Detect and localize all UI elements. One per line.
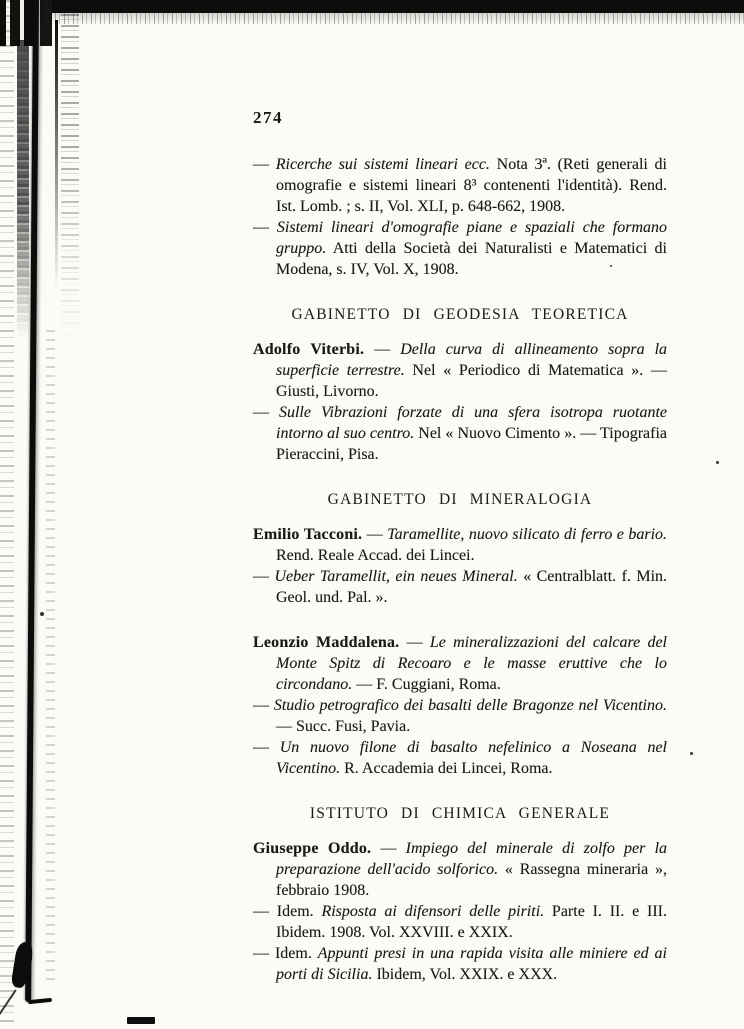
bibliography-entry	[253, 566, 667, 608]
entry-text: —	[253, 404, 279, 421]
scan-top-black-bar	[46, 0, 744, 13]
scan-left-edge-speckle	[0, 0, 14, 1024]
entry-text: —	[371, 840, 406, 857]
bibliography-section	[253, 803, 667, 985]
entry-text: —	[253, 739, 280, 756]
entry-text: R. Accademia dei Lincei, Roma.	[340, 760, 553, 777]
bibliography-section	[253, 489, 667, 779]
entry-text: Nel « Nuovo Cimento ». — Tipografia Pieraccini, Pisa.	[276, 425, 667, 463]
work-title: Appunti presi in una rapida visita alle miniere ed ai porti di Sicilia.	[276, 945, 668, 983]
work-title: Studio petrografico dei basalti delle Bragonze nel Vicentino.	[273, 697, 667, 714]
scan-left-speckle-band	[61, 14, 79, 344]
work-title: Impiego del minerale di zolfo per la preparazione dell'acido solforico.	[276, 840, 668, 878]
scan-bottom-dash-mark	[28, 998, 52, 1004]
entry-text: — Idem.	[253, 945, 318, 962]
bibliography-entry	[253, 154, 667, 217]
author-group	[253, 524, 667, 608]
entry-text: — F. Cuggiani, Roma.	[352, 676, 501, 693]
work-title: Ueber Taramellit, ein neues Mineral.	[274, 568, 518, 585]
entry-text: —	[253, 568, 275, 585]
entry-text: —	[253, 219, 277, 236]
author-name: Emilio Tacconi.	[253, 526, 363, 543]
work-title: Ricerche sui sistemi lineari ecc.	[275, 156, 490, 173]
work-title: Della curva di allineamento sopra la superficie terrestre.	[276, 341, 668, 379]
work-title: Sulle Vibrazioni forzate di una sfera isotropa ruotante intorno al suo centro.	[276, 404, 668, 442]
section-heading: GABINETTO DI MINERALOGIA	[327, 491, 593, 508]
scan-binding-line	[25, 0, 39, 1002]
author-name: Leonzio Maddalena.	[253, 634, 400, 651]
work-title: Risposta ai difensori delle piriti.	[321, 903, 545, 920]
author-group	[253, 632, 667, 779]
section-heading: GABINETTO DI GEODESIA TEORETICA	[291, 306, 629, 323]
author-group	[253, 154, 667, 280]
author-name: Adolfo Viterbi.	[253, 341, 365, 358]
bibliography-entry	[253, 402, 667, 465]
bibliography-entry	[253, 339, 667, 402]
entry-text: —	[364, 341, 401, 358]
bibliography-entry	[253, 217, 667, 280]
bibliography-section	[253, 304, 667, 465]
entry-text: « Centralblatt. f. Min. Geol. und. Pal. ».	[276, 568, 668, 606]
scan-ink-blob	[11, 941, 35, 989]
author-group	[253, 838, 667, 985]
scan-top-noise-band	[46, 13, 744, 24]
entry-text: —	[399, 634, 430, 651]
entry-text: « Rassegna mineraria », febbraio 1908.	[276, 861, 667, 899]
work-title: Sistemi lineari d'omografie piane e spaziali che formano gruppo.	[276, 219, 668, 257]
scan-left-streak	[17, 40, 29, 340]
bibliography-entry	[253, 632, 667, 695]
author-group	[253, 339, 667, 465]
scan-corner-smudge	[0, 0, 52, 46]
scan-bottom-diagonal-mark	[0, 989, 17, 1028]
entry-text: — Idem.	[253, 903, 322, 920]
entry-text: Nota 3ª. (Reti generali di omografie e sistemi lineari 8³ contenenti l'identità). Rend. Ist. Lomb. ; s. II, Vol. XLI, p. 648-662, 1908.	[276, 156, 668, 215]
bibliography-entry	[253, 695, 667, 737]
bibliography	[253, 154, 667, 985]
entry-text: Ibidem, Vol. XXIX. e XXX.	[372, 966, 558, 983]
entry-text: —	[362, 526, 388, 543]
entry-text: — Succ. Fusi, Pavia.	[276, 718, 411, 735]
bibliography-section	[253, 154, 667, 280]
bibliography-entry	[253, 524, 667, 566]
work-title: Un nuovo filone di basalto nefelinico a Noseana nel Vicentino.	[276, 739, 667, 777]
bibliography-entry	[253, 901, 667, 943]
work-title: Taramellite, nuovo silicato di ferro e bario.	[387, 526, 668, 543]
scanned-page	[253, 108, 667, 1009]
scan-bottom-edge-mark	[127, 1017, 155, 1024]
entry-text: —	[253, 697, 274, 714]
author-name: Giuseppe Oddo.	[253, 840, 372, 857]
entry-text: —	[253, 156, 276, 173]
section-heading: ISTITUTO DI CHIMICA GENERALE	[309, 805, 611, 822]
scan-thin-line	[55, 20, 58, 290]
work-title: Le mineralizzazioni del calcare del Monte Spitz di Recoaro e le masse eruttive che lo circondano.	[276, 634, 668, 693]
bibliography-entry	[253, 943, 667, 985]
page-number: 274	[253, 108, 283, 127]
bibliography-entry	[253, 737, 667, 779]
entry-text: Parte I. II. e III. Ibidem. 1908. Vol. XXVIII. e XXIX.	[276, 903, 667, 941]
entry-text: Nel « Periodico di Matematica ». — Giusti, Livorno.	[276, 362, 667, 400]
bibliography-entry	[253, 838, 667, 901]
scan-speck	[40, 612, 44, 616]
scan-left-faint-speckle	[46, 330, 55, 980]
entry-text: Rend. Reale Accad. dei Lincei.	[276, 547, 475, 564]
scan-speck	[690, 752, 693, 755]
scan-speck	[716, 461, 719, 464]
entry-text: Atti della Società dei Naturalisti e Matematici di Modena, s. IV, Vol. X, 1908.	[276, 240, 667, 278]
